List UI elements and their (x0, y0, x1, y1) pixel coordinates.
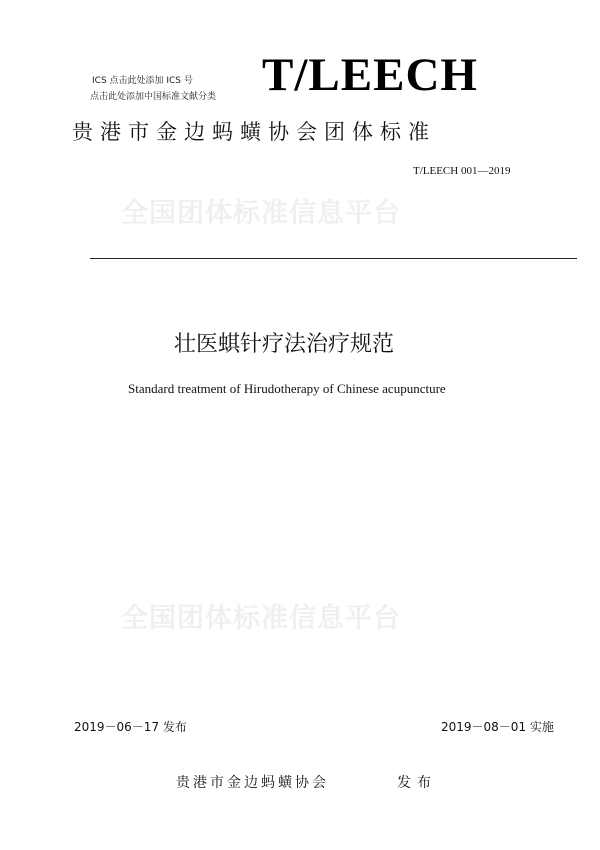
issuer-name: 贵港市金边蚂蟥协会 (176, 775, 329, 791)
publish-date: 2019－06－17 发布 (74, 720, 187, 734)
implement-date: 2019－08－01 实施 (441, 720, 554, 734)
standard-code: T/LEECH (262, 49, 478, 101)
document-title-chinese: 壮医蜞针疗法治疗规范 (174, 332, 395, 357)
ics-number: ICS 点击此处添加 ICS 号 (92, 76, 193, 86)
divider (90, 258, 577, 259)
watermark-top: 全国团体标准信息平台 (121, 198, 401, 229)
classification-number: 点击此处添加中国标准文献分类 (90, 92, 217, 102)
standard-number: T/LEECH 001—2019 (413, 165, 511, 177)
watermark-bottom: 全国团体标准信息平台 (121, 603, 401, 634)
organization-standard-title: 贵港市金边蚂蟥协会团体标准 (72, 120, 436, 144)
issue-label: 发布 (397, 775, 437, 791)
document-title-english: Standard treatment of Hirudotherapy of Chinese acupuncture (128, 381, 446, 396)
